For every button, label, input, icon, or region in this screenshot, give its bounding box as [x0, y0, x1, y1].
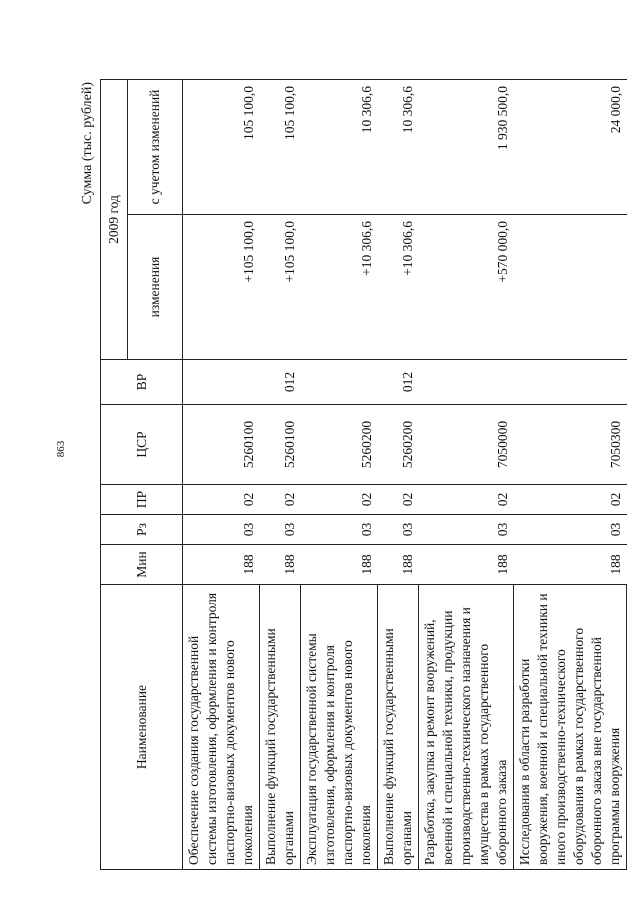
- row-rz: 03: [260, 515, 301, 545]
- row-changes: +105 100,0: [260, 215, 301, 360]
- row-total: 24 000,0: [514, 80, 627, 215]
- row-min: 188: [419, 545, 514, 585]
- header-rz: Рз: [101, 515, 183, 545]
- row-vr: [183, 360, 260, 405]
- row-min: 188: [301, 545, 378, 585]
- table-row: [378, 80, 419, 870]
- table-row: [419, 80, 514, 870]
- header-vr: ВР: [101, 360, 183, 405]
- row-vr: 012: [378, 360, 419, 405]
- row-rz: 03: [378, 515, 419, 545]
- table-row: [514, 80, 627, 870]
- row-changes: +10 306,6: [378, 215, 419, 360]
- units-caption: Сумма (тыс. рублей): [80, 82, 95, 205]
- row-pr: 02: [419, 485, 514, 515]
- row-min: 188: [260, 545, 301, 585]
- row-name: Выполнение функций государственными органами: [378, 585, 419, 870]
- row-total: 10 306,6: [301, 80, 378, 215]
- row-name: Выполнение функций государственными органами: [260, 585, 301, 870]
- table-row: [301, 80, 378, 870]
- header-pr: ПР: [101, 485, 183, 515]
- row-vr: [419, 360, 514, 405]
- row-rz: 03: [419, 515, 514, 545]
- row-total: 105 100,0: [183, 80, 260, 215]
- row-vr: [301, 360, 378, 405]
- header-name: Наименование: [101, 585, 183, 870]
- row-changes: +10 306,6: [301, 215, 378, 360]
- row-csr: 7050000: [419, 405, 514, 485]
- row-pr: 02: [260, 485, 301, 515]
- row-rz: 03: [514, 515, 627, 545]
- row-vr: [514, 360, 627, 405]
- page-number: 863: [55, 440, 67, 458]
- row-csr: 5260200: [301, 405, 378, 485]
- table-body: [183, 80, 627, 870]
- row-rz: 03: [183, 515, 260, 545]
- row-rz: 03: [301, 515, 378, 545]
- row-name: Эксплуатация государственной системы изготовления, оформления и контроля паспортно-визовых документов нового поколения: [301, 585, 378, 870]
- row-pr: 02: [183, 485, 260, 515]
- row-csr: 5260200: [378, 405, 419, 485]
- row-name: Исследования в области разработки вооружения, военной и специальной техники и иного производственно-технического оборудования в рамках государственного оборонного заказа вне государственной программы вооружения: [514, 585, 627, 870]
- table-row: [183, 80, 260, 870]
- table-row: [260, 80, 301, 870]
- header-with-changes: с учетом изменений: [128, 80, 183, 215]
- row-changes: +570 000,0: [419, 215, 514, 360]
- row-changes: +105 100,0: [183, 215, 260, 360]
- budget-table: [100, 79, 627, 870]
- row-csr: 5260100: [260, 405, 301, 485]
- row-pr: 02: [378, 485, 419, 515]
- row-min: 188: [183, 545, 260, 585]
- row-min: 188: [514, 545, 627, 585]
- row-pr: 02: [301, 485, 378, 515]
- header-min: Мин: [101, 545, 183, 585]
- row-min: 188: [378, 545, 419, 585]
- row-total: 105 100,0: [260, 80, 301, 215]
- row-name: Разработка, закупка и ремонт вооружений, военной и специальной техники, продукции производственно-технического назначения и имущества в рамках государственного оборонного заказа: [419, 585, 514, 870]
- row-changes: [514, 215, 627, 360]
- row-csr: 7050300: [514, 405, 627, 485]
- row-total: 10 306,6: [378, 80, 419, 215]
- header-year: 2009 год: [101, 80, 128, 360]
- row-name: Обеспечение создания государственной системы изготовления, оформления и контроля паспортно-визовых документов нового поколения: [183, 585, 260, 870]
- row-total: 1 930 500,0: [419, 80, 514, 215]
- row-csr: 5260100: [183, 405, 260, 485]
- row-pr: 02: [514, 485, 627, 515]
- row-vr: 012: [260, 360, 301, 405]
- header-changes: изменения: [128, 215, 183, 360]
- header-csr: ЦСР: [101, 405, 183, 485]
- rotated-document: [80, 80, 623, 870]
